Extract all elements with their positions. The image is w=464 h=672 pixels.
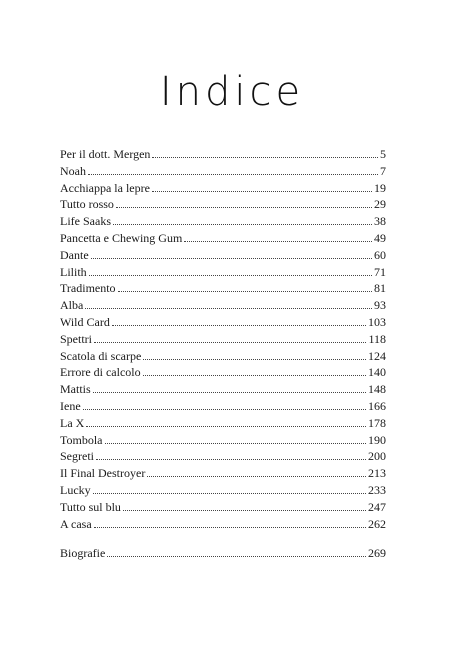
dot-leader [93, 392, 366, 393]
toc-entry-label: Errore di calcolo [60, 365, 141, 380]
dot-leader [94, 527, 366, 528]
toc-entry-page: 93 [374, 298, 386, 313]
toc-entry-page: 81 [374, 281, 386, 296]
toc-entry-label: Wild Card [60, 314, 110, 329]
toc-entry-page: 247 [368, 499, 386, 514]
toc-entry[interactable] [60, 280, 386, 297]
toc-entry-page: 148 [368, 382, 386, 397]
dot-leader [89, 275, 372, 276]
table-of-contents-appendix [60, 545, 386, 562]
dot-leader [143, 359, 366, 360]
dot-leader [96, 459, 366, 460]
toc-entry[interactable] [60, 364, 386, 381]
toc-entry-page: 29 [374, 197, 386, 212]
toc-entry-label: Segreti [60, 449, 94, 464]
toc-entry-page: 49 [374, 230, 386, 245]
toc-entry-page: 19 [374, 180, 386, 195]
dot-leader [147, 476, 366, 477]
toc-entry-label: A casa [60, 516, 92, 531]
table-of-contents [60, 146, 386, 532]
toc-entry-page: 38 [374, 214, 386, 229]
toc-entry-label: Dante [60, 247, 89, 262]
toc-entry-label: Biografie [60, 546, 106, 560]
toc-entry-page: 200 [368, 449, 386, 464]
dot-leader [83, 409, 366, 410]
dot-leader [105, 443, 367, 444]
toc-entry-label: Iene [60, 398, 81, 413]
dot-leader [112, 325, 366, 326]
dot-leader [152, 191, 372, 192]
toc-entry-page: 103 [368, 314, 386, 329]
dot-leader [94, 342, 366, 343]
toc-entry[interactable] [60, 499, 386, 516]
toc-entry-label: Lucky [60, 482, 91, 497]
dot-leader [116, 207, 372, 208]
toc-entry-label: Tutto rosso [60, 197, 114, 212]
toc-entry[interactable] [60, 213, 386, 230]
toc-entry-label: Tutto sul blu [60, 499, 121, 514]
dot-leader [113, 224, 372, 225]
dot-leader [143, 375, 366, 376]
toc-entry-label: Scatola di scarpe [60, 348, 142, 363]
toc-entry-label: Lilith [60, 264, 87, 279]
dot-leader [118, 291, 372, 292]
toc-entry-page: 166 [368, 398, 386, 413]
toc-entry[interactable] [60, 516, 386, 533]
toc-entry-page: 5 [380, 147, 386, 161]
toc-entry-page: 233 [368, 482, 386, 497]
toc-entry-label: Alba [60, 298, 84, 313]
toc-entry-page: 178 [368, 415, 386, 430]
toc-entry[interactable] [60, 348, 386, 365]
toc-entry-label: Mattis [60, 382, 91, 397]
toc-entry[interactable] [60, 465, 386, 482]
toc-entry-label: Tombola [60, 432, 103, 447]
toc-entry[interactable] [60, 146, 386, 163]
dot-leader [91, 258, 372, 259]
toc-entry-label: Pancetta e Chewing Gum [60, 230, 183, 245]
toc-entry-label: La X [60, 415, 85, 430]
dot-leader [85, 308, 372, 309]
toc-entry[interactable] [60, 545, 386, 562]
toc-entry-page: 7 [380, 163, 386, 178]
toc-entry-label: Il Final Destroyer [60, 466, 146, 481]
toc-entry-page: 190 [368, 432, 386, 447]
toc-entry[interactable] [60, 482, 386, 499]
toc-entry-page: 71 [374, 264, 386, 279]
toc-entry[interactable] [60, 196, 386, 213]
toc-entry[interactable] [60, 398, 386, 415]
toc-entry-page: 262 [368, 516, 386, 531]
toc-entry[interactable] [60, 381, 386, 398]
page-title: Indice [159, 69, 305, 115]
toc-entry[interactable] [60, 264, 386, 281]
toc-entry[interactable] [60, 297, 386, 314]
toc-entry-page: 60 [374, 247, 386, 262]
toc-entry-label: Tradimento [60, 281, 116, 296]
dot-leader [184, 241, 372, 242]
toc-entry[interactable] [60, 415, 386, 432]
dot-leader [107, 556, 366, 557]
dot-leader [123, 510, 366, 511]
toc-entry-page: 118 [368, 331, 386, 346]
dot-leader [152, 157, 378, 158]
toc-entry-page: 124 [368, 348, 386, 363]
toc-entry-label: Spettri [60, 331, 92, 346]
toc-entry-label: Acchiappa la lepre [60, 180, 150, 195]
toc-entry-page: 140 [368, 365, 386, 380]
toc-entry[interactable] [60, 163, 386, 180]
toc-entry-page: 269 [368, 546, 386, 560]
toc-entry[interactable] [60, 314, 386, 331]
toc-entry-label: Life Saaks [60, 214, 111, 229]
toc-entry-label: Noah [60, 163, 86, 178]
toc-entry[interactable] [60, 180, 386, 197]
dot-leader [93, 493, 366, 494]
toc-entry[interactable] [60, 230, 386, 247]
dot-leader [88, 174, 378, 175]
toc-entry-label: Per il dott. Mergen [60, 147, 151, 161]
toc-entry[interactable] [60, 331, 386, 348]
dot-leader [86, 426, 366, 427]
toc-entry[interactable] [60, 247, 386, 264]
toc-entry[interactable] [60, 448, 386, 465]
toc-entry[interactable] [60, 432, 386, 449]
toc-entry-page: 213 [368, 466, 386, 481]
